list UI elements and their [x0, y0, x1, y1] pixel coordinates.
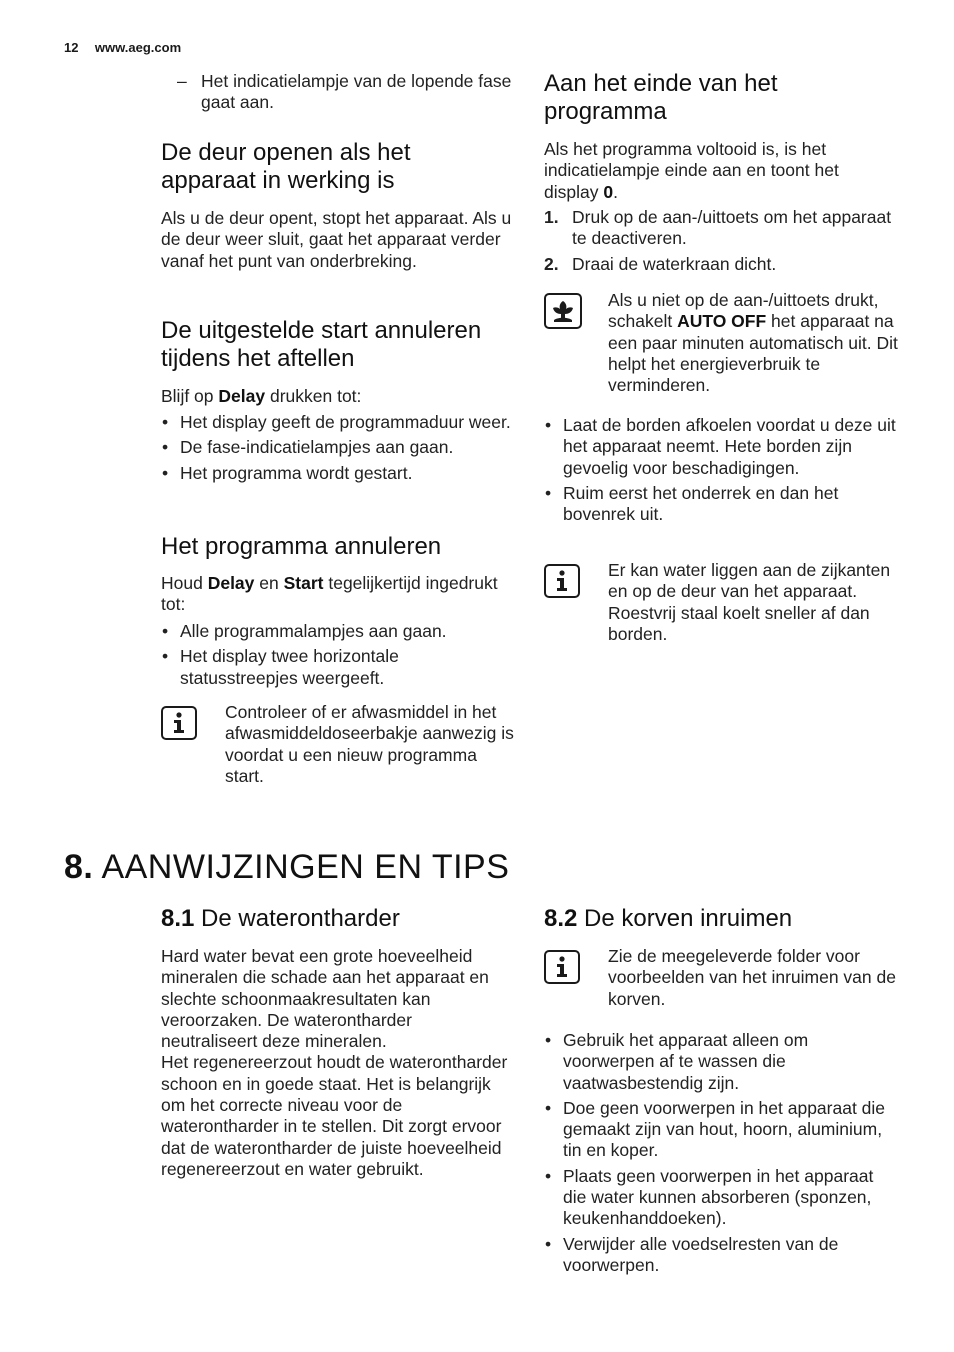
paragraph: Hard water bevat een grote hoeveelheid mineralen die schade aan het apparaat en slechte schoonmaakresultaten kan veroorzaken. De waterontharder neutraliseert deze mineralen.	[161, 946, 489, 1052]
title-line: programma	[544, 98, 667, 125]
chapter-title	[64, 847, 764, 887]
info-icon	[544, 564, 580, 598]
detergent-note: Controleer of er afwasmiddel in het afwasmiddeldoseerbakje aanwezig is voordat u een nieuw programma start.	[225, 702, 514, 786]
program-cancel-list	[161, 621, 511, 693]
lead-text: Houd	[161, 573, 208, 593]
list-item: • Het display twee horizontale statusstreepjes weergeeft.	[161, 646, 511, 689]
title-line: De deur openen als het	[161, 139, 411, 166]
chapter-number: 8.	[64, 848, 94, 886]
delay-lead	[161, 386, 513, 407]
lead-text: drukken tot:	[265, 386, 362, 406]
delay-cancel-list	[161, 412, 511, 488]
para-text: .	[613, 181, 618, 202]
section-title-program-cancel: Het programma annuleren	[161, 533, 442, 560]
program-end-paragraph	[544, 139, 894, 203]
page-number: 12	[64, 40, 79, 55]
start-key-label: Start	[283, 573, 324, 593]
lead-text: en	[254, 573, 284, 593]
chapter-title-text: AANWIJZINGEN EN TIPS	[101, 848, 510, 886]
list-item: • Het programma wordt gestart.	[161, 463, 511, 484]
title-line: Aan het einde van het	[544, 70, 778, 97]
paragraph: Het regenereerzout houdt de waterontharder schoon en in goede staat. Het is belangrijk om het correcte niveau voor de waterontharder in te stellen. Dit zorgt ervoor dat de waterontharder de juiste hoeveelheid regenereerzout en water gebruikt.	[161, 1052, 508, 1179]
dash-text: Het indicatielampje van de lopende fase gaat aan.	[201, 71, 512, 113]
list-item: • Het display geeft de programmaduur weer.	[161, 412, 511, 433]
step-text: Druk op de aan-/uittoets om het apparaat te deactiveren.	[572, 207, 892, 249]
list-item: • Alle programmalampjes aan gaan.	[161, 621, 511, 642]
step-number: 2.	[544, 253, 559, 274]
auto-off-note	[608, 290, 898, 396]
intro-dash-item	[177, 71, 536, 114]
dash-marker: –	[177, 71, 187, 91]
list-item: • Verwijder alle voedselresten van de voorwerpen.	[544, 1234, 896, 1277]
section-title-door-open	[161, 139, 521, 195]
list-item: • Doe geen voorwerpen in het apparaat die gemaakt zijn van hout, hoorn, aluminium, tin en koper.	[544, 1098, 896, 1162]
door-open-paragraph: Als u de deur opent, stopt het apparaat. Als u de deur weer sluit, gaat het apparaat verder vanaf het punt van onderbreking.	[161, 208, 512, 271]
list-item: • De fase-indicatielampjes aan gaan.	[161, 437, 511, 458]
title-line: tijdens het aftellen	[161, 345, 355, 372]
delay-key-label: Delay	[207, 573, 255, 593]
section-title-delay-cancel	[161, 317, 531, 373]
section-title-8-1	[161, 905, 521, 933]
section-title-text: De waterontharder	[201, 905, 400, 932]
list-item: • Ruim eerst het onderrek en dan het bovenrek uit.	[544, 483, 896, 526]
list-item: • Gebruik het apparaat alleen om voorwerpen af te wassen die vaatwasbestendig zijn.	[544, 1030, 896, 1094]
lead-text: tegelijkertijd ingedrukt tot:	[161, 573, 498, 615]
list-item: • Laat de borden afkoelen voordat u deze uit het apparaat neemt. Hete borden zijn gevoelig voor beschadigingen.	[544, 415, 896, 479]
para-text: Als het programma voltooid is, is het indicatielampje einde aan en toont het display	[544, 139, 839, 202]
program-cancel-lead	[161, 573, 511, 616]
section-title-text: De korven inruimen	[584, 905, 793, 932]
lead-text: Blijf op	[161, 386, 219, 406]
folder-note: Zie de meegeleverde folder voor voorbeelden van het inruimen van de korven.	[608, 946, 896, 1009]
title-line: apparaat in werking is	[161, 167, 395, 194]
section-title-program-end	[544, 70, 904, 126]
water-softener-paragraph	[161, 946, 513, 1180]
site-url: www.aeg.com	[94, 40, 182, 55]
title-line: De uitgestelde start annuleren	[161, 317, 482, 344]
page-header	[64, 39, 181, 57]
step-item	[544, 207, 894, 250]
section-number: 8.1	[161, 905, 195, 932]
auto-off-label: AUTO OFF	[677, 311, 767, 332]
step-text: Draai de waterkraan dicht.	[572, 253, 777, 274]
program-end-steps	[544, 207, 894, 279]
note-text: Als u niet op de aan-/uittoets drukt, schakelt	[608, 290, 879, 332]
step-item	[544, 254, 894, 275]
environment-icon	[544, 293, 582, 329]
delay-key-label: Delay	[218, 386, 266, 406]
step-number: 1.	[544, 207, 559, 227]
water-note: Er kan water liggen aan de zijkanten en op de deur van het apparaat. Roestvrij staal koelt sneller af dan borden.	[608, 560, 891, 644]
display-value: 0	[603, 181, 614, 202]
section-number: 8.2	[544, 905, 578, 932]
unload-list	[544, 415, 896, 529]
loading-list	[544, 1030, 896, 1280]
info-icon	[544, 950, 580, 984]
note-text: het apparaat na een paar minuten automatisch uit. Dit helpt het energieverbruik te verminderen.	[608, 311, 898, 396]
section-title-8-2	[544, 905, 904, 933]
info-icon	[161, 706, 197, 740]
list-item: • Plaats geen voorwerpen in het apparaat die water kunnen absorberen (sponzen, keukenhanddoeken).	[544, 1166, 896, 1230]
